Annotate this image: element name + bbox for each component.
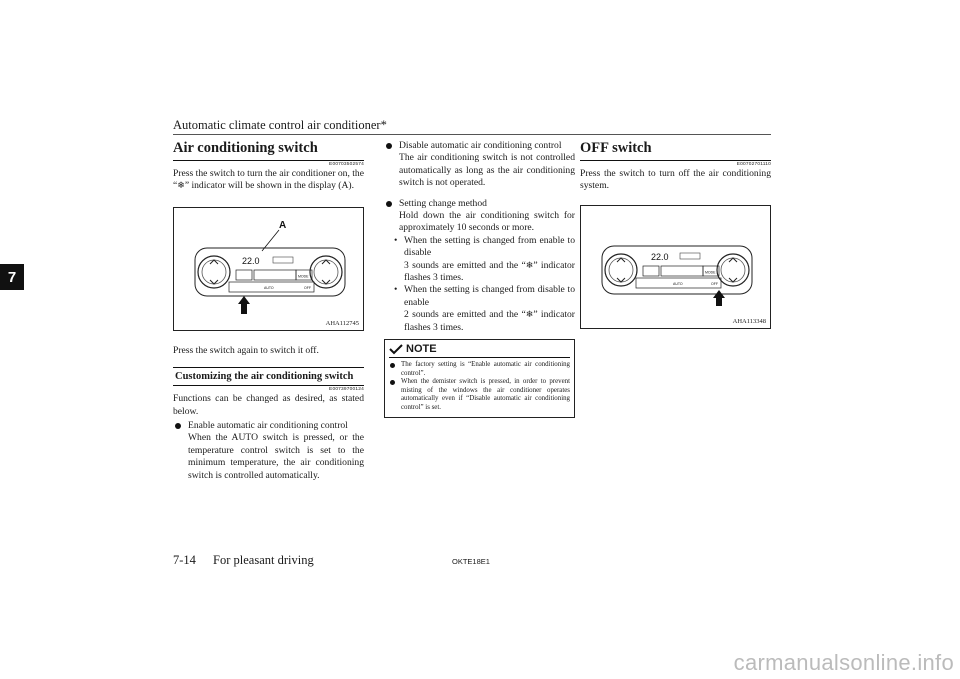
svg-text:MODE: MODE (705, 270, 716, 275)
subsection-code: E00739700124 (329, 387, 364, 393)
running-head: Automatic climate control air conditioner* (173, 118, 387, 132)
off-switch-text: Press the switch to turn off the air conditioning system. (580, 168, 771, 192)
svg-text:MODE: MODE (298, 274, 309, 279)
section-code: E00702701110 (736, 162, 771, 167)
bullet-enable: Enable automatic air conditioning control When the AUTO switch is pressed, or the temperature control switch is set to the minimum temperature, the air conditioning switch is controlled automatically. (173, 420, 364, 482)
ac-indicator-icon: ❄ (177, 181, 185, 192)
figure-code: AHA113348 (732, 317, 766, 325)
svg-text:OFF: OFF (304, 285, 311, 290)
svg-text:22.0: 22.0 (242, 255, 260, 266)
svg-text:AUTO: AUTO (264, 285, 274, 290)
intro-paragraph: Press the switch to turn the air conditioner on, the “❄” indicator will be shown in the display (A). (173, 168, 364, 192)
subsection-intro: Functions can be changed as desired, as stated below. (173, 393, 364, 417)
column-right (580, 140, 771, 329)
figure-ac-panel (173, 207, 364, 331)
note-item-1: The factory setting is “Enable automatic air conditioning control”. (389, 361, 570, 378)
svg-text:A: A (279, 219, 287, 231)
section-code: E00703502574 (329, 162, 364, 167)
svg-text:AUTO: AUTO (673, 281, 683, 286)
ac-indicator-icon: ❄ (525, 310, 534, 321)
chapter-tab: 7 (0, 264, 24, 290)
svg-text:22.0: 22.0 (651, 251, 669, 262)
figure-code: AHA112745 (325, 319, 359, 327)
figure-off-panel (580, 205, 771, 329)
page-footer (173, 553, 314, 568)
bullet-disable: Disable automatic air conditioning control The air conditioning switch is not controlled automatically as long as the air conditioning switch is not operated. (384, 140, 575, 190)
note-header: NOTE (389, 343, 570, 358)
section-title-off-switch: OFF switch (580, 140, 771, 161)
climate-panel-illustration (581, 206, 770, 328)
bullet-setting-change: Setting change method Hold down the air conditioning switch for approximately 10 seconds or more. (384, 198, 575, 235)
note-item-2: When the demister switch is pressed, in order to prevent misting of the windows the air conditioner operates automatically even if “Disable automatic air conditioning control” is set. (389, 378, 570, 412)
document-code: OKTE18E1 (452, 557, 490, 566)
ac-indicator-icon: ❄ (525, 260, 534, 271)
note-box (384, 339, 575, 418)
after-figure-text: Press the switch again to switch it off. (173, 344, 319, 356)
svg-text:OFF: OFF (711, 281, 718, 286)
climate-panel-illustration (174, 208, 363, 330)
sub-bullet-enable-to-disable: • When the setting is changed from enable to disable 3 sounds are emitted and the “❄” indicator flashes 3 times. (384, 235, 575, 285)
check-icon (389, 344, 403, 355)
section-name: For pleasant driving (213, 553, 314, 567)
sub-bullet-disable-to-enable: • When the setting is changed from disable to enable 2 sounds are emitted and the “❄” indicator flashes 3 times. (384, 284, 575, 334)
page-number: 7-14 (173, 553, 196, 567)
column-left (173, 140, 364, 482)
section-title-ac-switch: Air conditioning switch (173, 140, 364, 161)
header-rule (173, 134, 771, 135)
subsection-title: Customizing the air conditioning switch (173, 367, 364, 386)
watermark[interactable]: carmanualsonline.info (733, 650, 954, 675)
column-middle (384, 140, 575, 418)
